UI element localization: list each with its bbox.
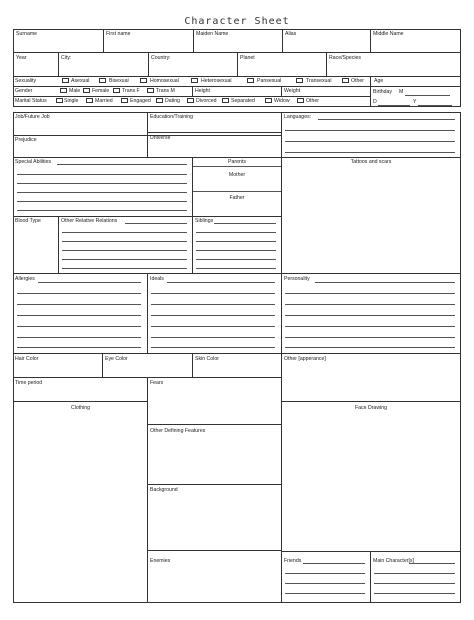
main-character-label: Main Character[s] xyxy=(373,558,414,564)
weight-label: Weight xyxy=(284,88,301,94)
relatives-line xyxy=(62,232,187,233)
main-character-line xyxy=(374,573,455,574)
parents-label: Parents xyxy=(228,159,246,165)
clothing-field[interactable] xyxy=(13,401,148,603)
sexuality-checkbox[interactable] xyxy=(342,78,349,83)
allergies-label: Allergies xyxy=(15,276,35,282)
gender-checkbox[interactable] xyxy=(60,88,67,93)
personality-line xyxy=(285,326,455,327)
marital-checkbox[interactable] xyxy=(86,98,93,103)
main-character-line xyxy=(409,563,455,564)
relatives-line xyxy=(125,223,187,224)
ideals-line xyxy=(151,304,275,305)
allergies-line xyxy=(38,282,141,283)
tattoos-field[interactable] xyxy=(281,157,461,274)
gender-label: Gender xyxy=(15,88,33,94)
ideals-line xyxy=(167,282,275,283)
background-label: Background xyxy=(150,487,178,493)
birthday-year-line xyxy=(418,105,452,106)
allergies-line xyxy=(17,315,141,316)
prejudice-label: Prejudice xyxy=(15,137,37,143)
blood-type-field[interactable] xyxy=(13,216,59,274)
personality-line xyxy=(285,347,455,348)
sexuality-label: Sexuality xyxy=(15,78,37,84)
abilities-line xyxy=(17,201,187,202)
sexuality-option-label: Bisexual xyxy=(109,78,129,84)
friends-line xyxy=(285,583,365,584)
relatives-line xyxy=(62,250,187,251)
planet-label: Planet xyxy=(240,55,255,61)
gender-option-label: Male xyxy=(69,88,81,94)
marital-checkbox[interactable] xyxy=(156,98,163,103)
abilities-line xyxy=(57,164,187,165)
abilities-line xyxy=(17,192,187,193)
fears-label: Fears xyxy=(150,380,164,386)
sexuality-option-label: Homosexual xyxy=(150,78,179,84)
parents-divider xyxy=(193,166,281,167)
siblings-line xyxy=(196,268,276,269)
languages-line xyxy=(285,141,455,142)
father-label: Father xyxy=(229,195,245,201)
job-label: Job/Future Job xyxy=(15,114,50,120)
languages-line xyxy=(285,130,455,131)
birthday-label: Birthday xyxy=(373,89,393,95)
birthday-month-label: M xyxy=(399,89,404,95)
allergies-line xyxy=(17,293,141,294)
sexuality-option-label: Transexual xyxy=(306,78,332,84)
siblings-line xyxy=(214,223,276,224)
special-abilities-field[interactable] xyxy=(13,157,193,217)
other-appearance-label: Other [apperance] xyxy=(284,356,326,362)
sexuality-option-label: Pansexual xyxy=(257,78,282,84)
sexuality-checkbox[interactable] xyxy=(296,78,303,83)
siblings-line xyxy=(196,241,276,242)
marital-option-label: Single xyxy=(64,98,79,104)
allergies-line xyxy=(17,347,141,348)
marital-option-label: Dating xyxy=(165,98,180,104)
clothing-label: Clothing xyxy=(70,405,91,411)
age-label: Age xyxy=(374,78,384,84)
ideals-label: Ideals xyxy=(150,276,164,282)
birthday-month-line xyxy=(405,95,450,96)
other-relatives-label: Other Relative Relations xyxy=(61,218,118,224)
siblings-line xyxy=(196,259,276,260)
marital-checkbox[interactable] xyxy=(56,98,63,103)
sexuality-checkbox[interactable] xyxy=(247,78,254,83)
relatives-line xyxy=(62,241,187,242)
universe-label: Universe xyxy=(150,135,171,141)
abilities-line xyxy=(17,210,187,211)
personality-line xyxy=(315,282,455,283)
marital-option-label: Engaged xyxy=(130,98,151,104)
background-field[interactable] xyxy=(147,484,282,551)
allergies-line xyxy=(17,337,141,338)
other-features-label: Other Defining Features xyxy=(150,428,206,434)
marital-checkbox[interactable] xyxy=(297,98,304,103)
marital-option-label: Divorced xyxy=(196,98,217,104)
birthday-day-line xyxy=(378,105,410,106)
personality-field[interactable] xyxy=(281,273,461,354)
sexuality-option-label: Heterosexual xyxy=(201,78,232,84)
siblings-label: Siblings xyxy=(195,218,214,224)
blood-type-label: Blood Type xyxy=(15,218,41,224)
sexuality-option-label: Other xyxy=(351,78,364,84)
face-drawing-field[interactable] xyxy=(281,401,461,552)
tattoos-label: Tattoos and scars xyxy=(350,159,392,165)
sexuality-checkbox[interactable] xyxy=(191,78,198,83)
marital-label: Marital Status xyxy=(15,98,47,104)
marital-option-label: Separated xyxy=(231,98,255,104)
friends-line xyxy=(303,563,365,564)
skin-color-label: Skin Color xyxy=(195,356,219,362)
year-label: Year xyxy=(16,55,27,61)
relatives-line xyxy=(62,259,187,260)
allergies-line xyxy=(17,304,141,305)
city-field[interactable] xyxy=(58,52,149,77)
ideals-line xyxy=(151,347,275,348)
gender-checkbox[interactable] xyxy=(147,88,154,93)
siblings-line xyxy=(196,250,276,251)
birthday-year-label: Y xyxy=(413,99,417,105)
city-label: City: xyxy=(61,55,72,61)
maiden-name-label: Maiden Name xyxy=(196,31,229,37)
middle-name-label: Middle Name xyxy=(373,31,404,37)
marital-checkbox[interactable] xyxy=(265,98,272,103)
eye-color-label: Eye Color xyxy=(105,356,128,362)
sexuality-option-label: Asexual xyxy=(71,78,90,84)
gender-option-label: Female xyxy=(92,88,110,94)
marital-option-label: Married xyxy=(95,98,113,104)
marital-checkbox[interactable] xyxy=(121,98,128,103)
languages-line xyxy=(318,119,455,120)
first-name-label: First name xyxy=(106,31,131,37)
ideals-line xyxy=(151,326,275,327)
ideals-line xyxy=(151,315,275,316)
friends-label: Friends xyxy=(284,558,302,564)
siblings-field[interactable] xyxy=(192,216,282,274)
personality-line xyxy=(285,315,455,316)
allergies-field[interactable] xyxy=(13,273,148,354)
friends-line xyxy=(285,593,365,594)
hair-color-label: Hair Color xyxy=(15,356,39,362)
other-relatives-field[interactable] xyxy=(58,216,193,274)
languages-line xyxy=(285,152,455,153)
ideals-line xyxy=(151,337,275,338)
gender-option-label: Trans F xyxy=(122,88,140,94)
allergies-line xyxy=(17,326,141,327)
siblings-line xyxy=(196,232,276,233)
face-drawing-label: Face Drawing xyxy=(354,405,387,411)
abilities-line xyxy=(17,183,187,184)
personality-label: Personality xyxy=(284,276,310,282)
gender-checkbox[interactable] xyxy=(83,88,90,93)
abilities-line xyxy=(17,174,187,175)
gender-option-label: Trans M xyxy=(156,88,175,94)
personality-line xyxy=(285,293,455,294)
page-title: Character Sheet xyxy=(184,16,290,27)
height-label: Height xyxy=(195,88,210,94)
marital-option-label: Other xyxy=(306,98,319,104)
main-character-line xyxy=(374,593,455,594)
marital-option-label: Widow xyxy=(274,98,290,104)
race-label: Race/Species xyxy=(329,55,362,61)
surname-label: Surname xyxy=(16,31,38,37)
friends-line xyxy=(285,573,365,574)
enemies-label: Enemies xyxy=(150,558,171,564)
ideals-field[interactable] xyxy=(147,273,282,354)
fears-field[interactable] xyxy=(147,377,282,425)
sexuality-checkbox[interactable] xyxy=(99,78,106,83)
mother-label: Mother xyxy=(228,172,246,178)
sexuality-checkbox[interactable] xyxy=(62,78,69,83)
birthday-day-label: D xyxy=(373,99,377,105)
ideals-line xyxy=(151,293,275,294)
time-period-label: Time period xyxy=(15,380,43,386)
sexuality-checkbox[interactable] xyxy=(140,78,147,83)
marital-checkbox[interactable] xyxy=(222,98,229,103)
special-abilities-label: Special Abilities xyxy=(15,159,52,165)
main-character-line xyxy=(374,583,455,584)
country-label: Country: xyxy=(151,55,171,61)
marital-checkbox[interactable] xyxy=(187,98,194,103)
alias-label: Alias xyxy=(285,31,297,37)
personality-line xyxy=(285,304,455,305)
parents-divider xyxy=(193,191,281,192)
gender-checkbox[interactable] xyxy=(113,88,120,93)
relatives-line xyxy=(62,268,187,269)
education-label: Education/Training xyxy=(150,114,194,120)
personality-line xyxy=(285,337,455,338)
languages-label: Languages: xyxy=(284,114,312,120)
